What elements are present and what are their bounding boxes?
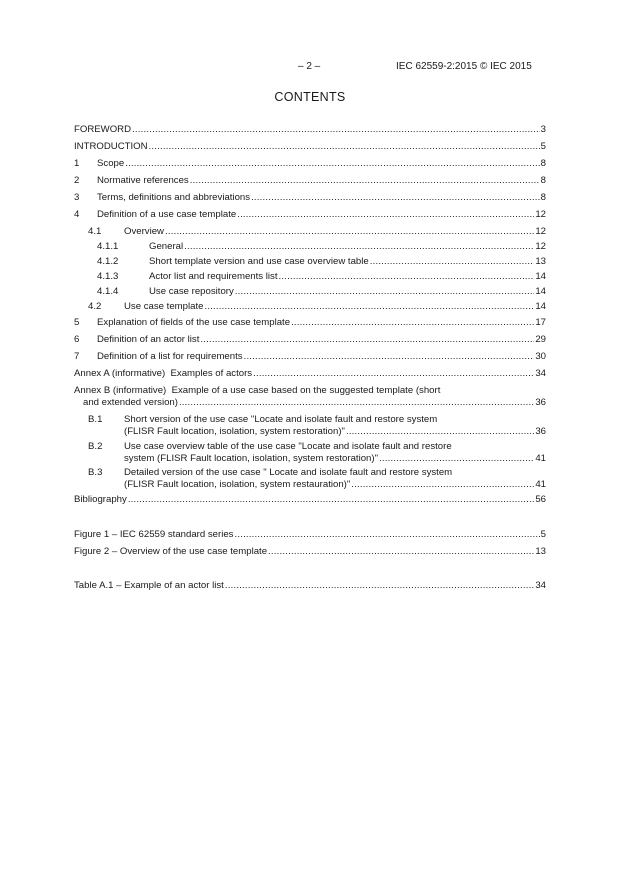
toc-entry-short-template[interactable] (74, 256, 546, 268)
leader-dots (279, 271, 535, 283)
toc-entry-number: 4.2 (88, 301, 102, 312)
toc-entry-text: Annex A (informative) Examples of actors (74, 368, 253, 379)
leader-dots (291, 317, 534, 329)
toc-page-number: 3 (540, 124, 546, 135)
toc-entry-annex-a[interactable] (74, 368, 546, 380)
toc-entry-text: Definition of a list for requirements (97, 351, 243, 362)
toc-entry-use-case-template[interactable] (74, 301, 546, 313)
toc-entry-text: Definition of a use case template (97, 209, 237, 220)
leader-dots (346, 426, 534, 438)
toc-entry-text: FOREWORD (74, 124, 132, 135)
toc-entry-terms-definitions[interactable] (74, 192, 546, 204)
toc-entry-number: 4.1 (88, 226, 102, 237)
toc-entry-text-continued: (FLISR Fault location, isolation, system restauration)" (124, 479, 351, 490)
toc-entry-number: 4 (74, 209, 80, 220)
toc-entry-number: 6 (74, 334, 80, 345)
toc-entry-number: 1 (74, 158, 80, 169)
toc-entry-bibliography[interactable] (74, 494, 546, 506)
leader-dots (253, 368, 534, 380)
leader-dots (190, 175, 540, 187)
toc-entry-use-case-template-definition[interactable] (74, 209, 546, 221)
toc-entry-text-continued: and extended version) (83, 397, 178, 408)
toc-entry-text: Short version of the use case "Locate and isolate fault and restore system (124, 414, 438, 425)
list-of-figures-entry-1[interactable] (74, 529, 546, 541)
toc-entry-b3[interactable] (74, 467, 546, 491)
toc-entry-explanation-fields[interactable] (74, 317, 546, 329)
leader-dots (244, 351, 535, 363)
toc-entry-general[interactable] (74, 241, 546, 253)
toc-entry-normative-references[interactable] (74, 175, 546, 187)
figure-page-number: 5 (540, 529, 546, 540)
toc-entry-introduction[interactable] (74, 141, 546, 153)
toc-entry-text: Definition of an actor list (97, 334, 200, 345)
toc-entry-text: Use case overview table of the use case "Locate and isolate fault and restore (124, 441, 452, 452)
toc-page-number: 36 (535, 397, 546, 408)
toc-entry-actor-list[interactable] (74, 271, 546, 283)
toc-entry-number: 4.1.3 (97, 271, 119, 282)
toc-entry-number: 4.1.4 (97, 286, 119, 297)
toc-entry-text: Detailed version of the use case " Locate and isolate fault and restore system (124, 467, 453, 478)
toc-entry-number: B.1 (88, 414, 103, 425)
toc-entry-number: 2 (74, 175, 80, 186)
toc-page-number: 34 (535, 368, 546, 379)
toc-entry-number: 4.1.1 (97, 241, 119, 252)
toc-entry-number: 5 (74, 317, 80, 328)
list-of-tables-entry-1[interactable] (74, 580, 546, 592)
leader-dots (179, 397, 534, 409)
toc-page-number: 8 (540, 158, 546, 169)
toc-entry-number: 7 (74, 351, 80, 362)
leader-dots (125, 158, 539, 170)
leader-dots (184, 241, 534, 253)
toc-entry-text: INTRODUCTION (74, 141, 148, 152)
toc-page-number: 56 (535, 494, 546, 505)
toc-entry-text: Terms, definitions and abbreviations (97, 192, 251, 203)
leader-dots (379, 453, 534, 465)
toc-entry-text: Short template version and use case overview table (149, 256, 369, 267)
toc-entry-text: General (149, 241, 184, 252)
toc-entry-number: 3 (74, 192, 80, 203)
toc-page-number: 14 (535, 301, 546, 312)
leader-dots (225, 580, 534, 592)
toc-entry-text: Normative references (97, 175, 189, 186)
toc-entry-text: Bibliography (74, 494, 127, 505)
table-page-number: 34 (535, 580, 546, 591)
toc-page-number: 5 (540, 141, 546, 152)
toc-entry-actor-list-definition[interactable] (74, 334, 546, 346)
toc-page-number: 29 (535, 334, 546, 345)
toc-entry-number: B.3 (88, 467, 103, 478)
leader-dots (165, 226, 534, 238)
toc-page-number: 12 (535, 209, 546, 220)
leader-dots (234, 529, 539, 541)
page-title: CONTENTS (274, 90, 346, 104)
toc-page-number: 17 (535, 317, 546, 328)
leader-dots (237, 209, 534, 221)
figure-entry-text: Figure 1 – IEC 62559 standard series (74, 529, 234, 540)
figure-page-number: 13 (535, 546, 546, 557)
list-of-figures-entry-2[interactable] (74, 546, 546, 558)
toc-page-number: 14 (535, 286, 546, 297)
leader-dots (149, 141, 540, 153)
leader-dots (251, 192, 540, 204)
toc-entry-use-case-repository[interactable] (74, 286, 546, 298)
toc-page-number: 30 (535, 351, 546, 362)
leader-dots (268, 546, 534, 558)
leader-dots (204, 301, 534, 313)
toc-entry-text: Use case template (124, 301, 204, 312)
leader-dots (200, 334, 534, 346)
leader-dots (132, 124, 540, 136)
toc-page-number: 36 (535, 426, 546, 437)
toc-page-number: 8 (540, 192, 546, 203)
leader-dots (235, 286, 535, 298)
toc-entry-text: Use case repository (149, 286, 234, 297)
toc-entry-text: Actor list and requirements list (149, 271, 278, 282)
toc-entry-text-continued: (FLISR Fault location, isolation, system restoration)" (124, 426, 345, 437)
toc-entry-text: Scope (97, 158, 125, 169)
toc-entry-text-continued: system (FLISR Fault location, isolation, system restoration)" (124, 453, 378, 464)
table-entry-text: Table A.1 – Example of an actor list (74, 580, 224, 591)
toc-entry-text: Annex B (informative) Example of a use case based on the suggested template (short (74, 385, 441, 396)
toc-entry-b1[interactable] (74, 414, 546, 438)
toc-entry-annex-b[interactable] (74, 385, 546, 409)
toc-entry-scope[interactable] (74, 158, 546, 170)
toc-page-number: 14 (535, 271, 546, 282)
leader-dots (128, 494, 535, 506)
page-number: – 2 – (298, 61, 321, 72)
toc-page-number: 41 (535, 479, 546, 490)
toc-entry-b2[interactable] (74, 441, 546, 465)
leader-dots (370, 256, 535, 268)
toc-entry-requirements-list[interactable] (74, 351, 546, 363)
toc-entry-overview[interactable] (74, 226, 546, 238)
toc-entry-text: Explanation of fields of the use case template (97, 317, 291, 328)
toc-entry-foreword[interactable] (74, 124, 546, 136)
toc-page-number: 8 (540, 175, 546, 186)
leader-dots (351, 479, 534, 491)
toc-page-number: 12 (535, 226, 546, 237)
toc-page-number: 12 (535, 241, 546, 252)
toc-entry-number: B.2 (88, 441, 103, 452)
toc-entry-number: 4.1.2 (97, 256, 119, 267)
document-reference: IEC 62559-2:2015 © IEC 2015 (396, 61, 532, 72)
toc-page-number: 41 (535, 453, 546, 464)
toc-entry-text: Overview (124, 226, 164, 237)
toc-page-number: 13 (535, 256, 546, 267)
figure-entry-text: Figure 2 – Overview of the use case template (74, 546, 268, 557)
